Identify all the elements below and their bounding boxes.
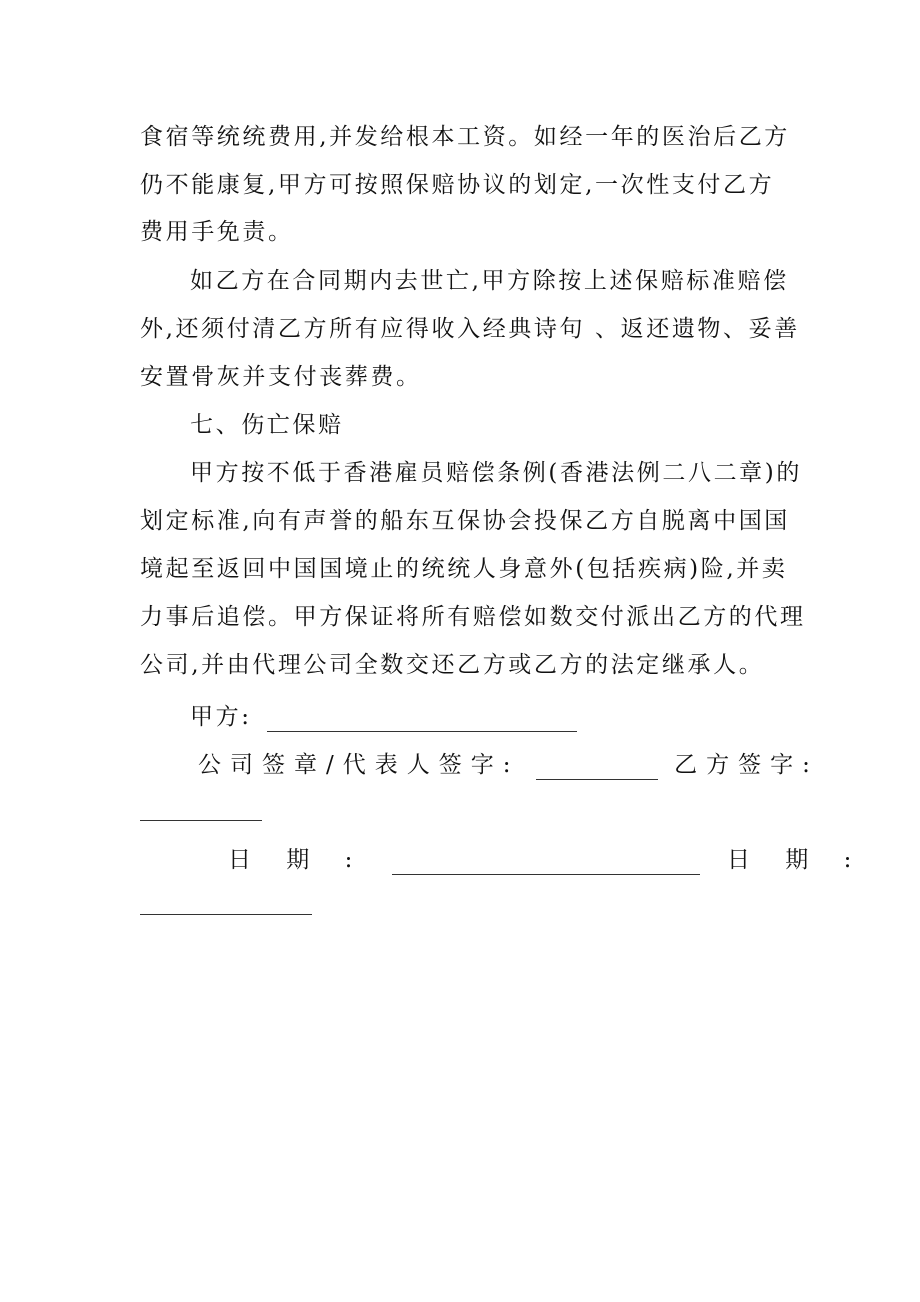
party-b-sign-label: 乙方签字: [674,752,819,778]
para3-line2: 划定标准,向有声誉的船东互保协会投保乙方自脱离中国国 [140,508,790,534]
para1-line1: 食宿等统统费用,并发给根本工资。如经一年的医治后乙方 [140,124,790,150]
date-row [228,845,866,875]
para3-line3: 境起至返回中国国境止的统统人身意外(包括疾病)险,并卖 [140,556,788,582]
party-a-row [190,702,780,732]
para1-line3: 费用手免责。 [140,219,294,245]
para3-line5: 公司,并由代理公司全数交还乙方或乙方的法定继承人。 [140,652,765,678]
para3-line1: 甲方按不低于香港雇员赔偿条例(香港法例二八二章)的 [190,460,802,486]
para3-line4: 力事后追偿。甲方保证将所有赔偿如数交付派出乙方的代理 [140,604,806,630]
seal-row [198,750,819,780]
date-a-blank[interactable] [392,852,700,875]
para1-line2: 仍不能康复,甲方可按照保赔协议的划定,一次性支付乙方 [140,172,775,198]
date-label-a: 日 期 : [228,847,367,873]
date-b-blank[interactable] [140,914,312,915]
date-label-b: 日 期 : [727,847,866,873]
para2-line3: 安置骨灰并支付丧葬费。 [140,364,422,390]
para2-line1: 如乙方在合同期内去世亡,甲方除按上述保赔标准赔偿 [190,268,789,294]
party-b-sign-blank[interactable] [140,820,262,821]
party-a-label: 甲方: [190,704,252,730]
para2-line2: 外,还须付清乙方所有应得收入经典诗句 、返还遗物、妥善 [140,316,800,342]
company-seal-blank[interactable] [536,757,658,780]
company-seal-label: 公司签章/代表人签字: [198,752,520,778]
section-heading: 七、伤亡保赔 [190,412,344,438]
party-a-blank[interactable] [267,709,577,732]
